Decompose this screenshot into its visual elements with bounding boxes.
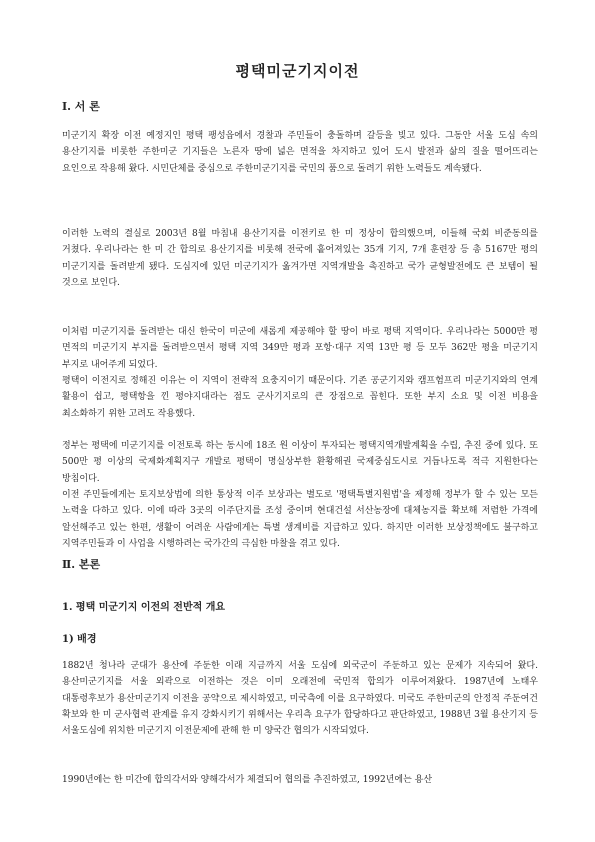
document-title: 평택미군기지이전 [235,62,360,80]
subsection-heading-background: 1) 배경 [62,634,97,645]
intro-paragraph-5: 정부는 평택에 미군기지를 이전토록 하는 동시에 18조 원 이상이 투자되는 평택지역개발계획을 수립, 추진 중에 있다. 또 500만 평 이상의 국제화계획지구 개발로 평택이 명실상부한 환황해권 국제중심도시로 거듭나도록 적극 지원한다는 방침이다. [62,441,538,484]
intro-paragraph-1: 미군기지 확장 이전 예정지인 평택 팽성읍에서 경찰과 주민들이 충돌하며 갈등을 빚고 있다. 그동안 서울 도심 속의 용산기지를 비롯한 주한미군 기지들은 노른자 땅에 넓은 면적을 차지하고 있어 도시 발전과 삶의 질을 떨어뜨리는 요인으로 작용해 왔다. 시민단체를 중심으로 주한미군기지를 국민의 품으로 돌려기 위한 노력들도 계속됐다. [62,131,538,174]
body-paragraph-2: 1990년에는 한 미간에 합의각서와 양해각서가 체결되어 협의를 추진하였고, 1992년에는 용산 [62,775,433,785]
intro-paragraph-4: 평택이 이전지로 정해진 이유는 이 지역이 전략적 요충지이기 때문이다. 기존 공군기지와 캠프험프리 미군기지와의 연계 활용이 쉽고, 평택항을 낀 평야지대라는 점도 군사기지로의 큰 장점으로 꼽힌다. 또한 부지 소요 및 이전 비용을 최소화하기 위한 고려도 작용했다. [62,376,538,419]
subsection-heading-overview: 1. 평택 미군기지 이전의 전반적 개요 [62,602,226,613]
intro-paragraph-2: 이러한 노력의 결실로 2003년 8월 마침내 용산기지를 이전키로 한 미 정상이 합의했으며, 이들해 국회 비준동의를 거쳤다. 우리나라는 한 미 간 합의로 용산기지를 비롯해 전국에 흩어져있는 35개 기지, 7개 훈련장 등 총 5167만 평의 미군기지를 돌려받게 됐다. 도심지에 있던 미군기지가 옮겨가면 지역개발을 촉진하고 국가 균형발전에도 큰 보템이 될 것으로 보인다. [62,229,538,288]
intro-paragraph-3: 이처럼 미군기지를 돌려받는 대신 한국이 미군에 새롭게 제공해야 할 땅이 바로 평택 지역이다. 우리나라는 5000만 평 면적의 미군기지 부지를 돌려받으면서 평택 지역 349만 평과 포항·대구 지역 13만 평 등 모두 362만 평을 미군기지 부지로 내어주게 되었다. [62,327,538,370]
intro-paragraph-6: 이전 주민들에게는 토지보상법에 의한 통상적 이주 보상과는 별도로 '평택특별지원법'을 제정해 정부가 할 수 있는 모든 노력을 다하고 있다. 이에 따라 3곳의 이주단지를 조성 중이며 현대건설 서산농장에 대체농지를 확보해 저렴한 가격에 알선해주고 있는 한편, 생활이 어려운 사람에게는 특별 생계비를 지급하고 있다. 하지만 이러한 보상정책에도 불구하고 지역주민들과 이 사업을 시행하려는 국가간의 극심한 마찰을 겪고 있다. [62,490,538,549]
section-heading-body: Ⅱ. 본론 [62,558,101,571]
section-heading-introduction: Ⅰ. 서 론 [62,100,100,113]
body-paragraph-1: 1882년 청나라 군대가 용산에 주둔한 이래 지금까지 서울 도심에 외국군이 주둔하고 있는 문제가 지속되어 왔다. 용산미군기지를 서울 외곽으로 이전하는 것은 이미 오래전에 국민적 합의가 이루어져왔다. 1987년에 노태우 대통령후보가 용산미군기지 이전을 공약으로 제시하였고, 미국측에 이를 요구하였다. 미국도 주한미군의 안정적 주둔여건 확보와 한 미 군사협력 관계를 유지 강화시키기 위해서는 우리측 요구가 합당하다고 판단하였고, 1988년 3월 용산기지 등 서울도심에 위치한 미군기지 이전문제에 관해 한 미 양국간 협의가 시작되었다. [62,661,538,737]
